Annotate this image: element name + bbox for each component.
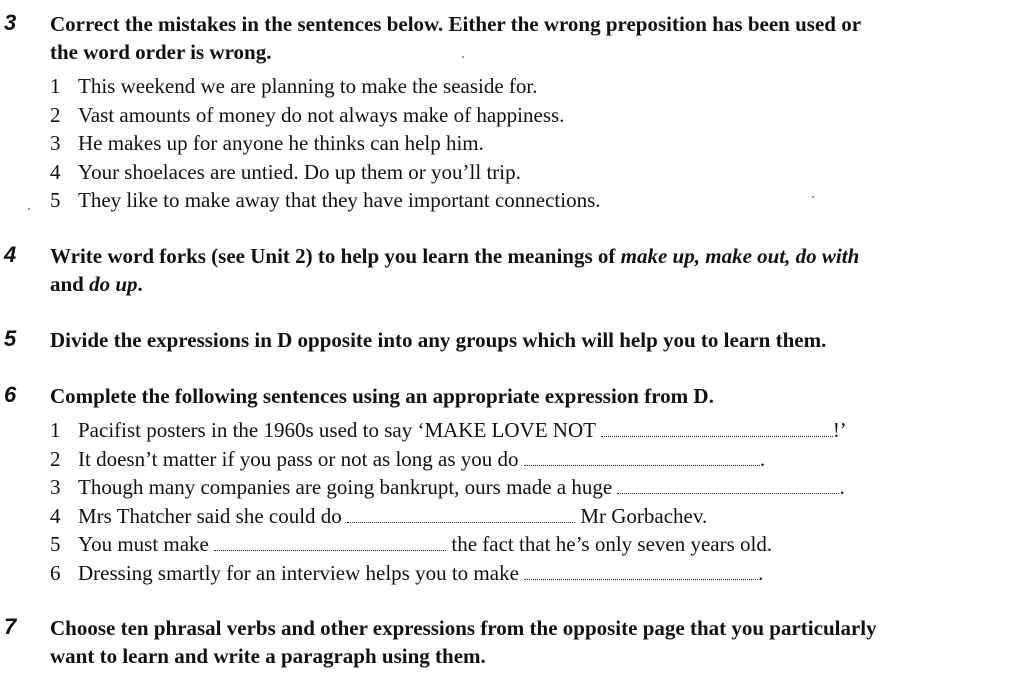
item-text: Your shoelaces are untied. Do up them or you’ll trip. [78, 159, 521, 184]
instruction-italic: make up, make out, do with [620, 244, 860, 268]
item-text: Mr Gorbachev. [580, 503, 708, 528]
list-item [50, 186, 1010, 215]
answer-blank[interactable] [617, 475, 839, 494]
item-text: Though many companies are going bankrupt, ours made a huge [78, 475, 613, 499]
instruction-line: Correct the mistakes in the sentences below. Either the wrong preposition has been used or [50, 12, 862, 36]
answer-blank[interactable] [601, 418, 833, 437]
instruction-line [50, 242, 1000, 270]
list-item [50, 101, 1010, 130]
item-text: Mrs Thatcher said she could do [78, 503, 342, 528]
item-text: You must make [78, 532, 209, 556]
instruction-text: Write word forks (see Unit 2) to help you learn the meanings of [50, 244, 621, 268]
exercise-instruction: Divide the expressions in D opposite into any groups which will help you to learn them. [50, 328, 827, 352]
exercise-number: 3 [4, 10, 17, 35]
item-text: . [759, 446, 766, 471]
item-number: 4 [50, 159, 61, 184]
list-item [50, 158, 1010, 187]
answer-blank[interactable] [347, 504, 575, 523]
item-text: Vast amounts of money do not always make of happiness. [78, 102, 565, 127]
exercise-number: 5 [4, 326, 17, 351]
item-number: 4 [50, 503, 61, 528]
item-text: They like to make away that they have important connections. [78, 188, 601, 212]
item-number: 1 [50, 418, 61, 442]
item-text: . [758, 560, 764, 585]
list-item [50, 72, 1010, 101]
item-number: 2 [50, 446, 61, 471]
instruction-text: . [137, 272, 143, 296]
instruction-line [50, 270, 1000, 298]
exercise-number: 4 [4, 242, 17, 267]
instruction-italic: do up [89, 272, 138, 296]
item-number: 5 [50, 188, 61, 212]
item-number: 3 [50, 131, 61, 155]
list-item [50, 473, 1010, 502]
exercise-number: 6 [4, 382, 17, 407]
instruction-line: Choose ten phrasal verbs and other expressions from the opposite page that you particularly [50, 616, 877, 640]
exercise-number: 7 [4, 614, 17, 639]
scan-speck [812, 196, 814, 198]
item-number: 1 [50, 74, 61, 98]
instruction-text: and [50, 272, 90, 296]
instruction-line: want to learn and write a paragraph using them. [50, 644, 486, 668]
list-item [50, 530, 1010, 559]
item-number: 5 [50, 532, 61, 556]
instruction-line: the word order is wrong. [50, 40, 272, 64]
item-number: 3 [50, 475, 61, 499]
scan-speck [28, 208, 30, 210]
item-text: Pacifist posters in the 1960s used to say ‘MAKE LOVE NOT [78, 418, 596, 442]
list-item [50, 129, 1010, 158]
item-text: the fact that he’s only seven years old. [451, 532, 773, 556]
answer-blank[interactable] [524, 447, 760, 466]
list-item [50, 559, 1010, 588]
sentence-list [50, 72, 1010, 215]
list-item [50, 416, 1010, 445]
exercise-instruction [50, 614, 1000, 670]
item-number: 2 [50, 102, 61, 127]
list-item [50, 445, 1010, 474]
exercise-instruction [50, 10, 1000, 66]
item-text: He makes up for anyone he thinks can help him. [78, 131, 484, 155]
answer-blank[interactable] [524, 561, 758, 580]
item-text: It doesn’t matter if you pass or not as long as you do [78, 446, 519, 471]
sentence-list [50, 416, 1010, 587]
item-text: Dressing smartly for an interview helps you to make [78, 560, 519, 585]
item-text: . [839, 475, 845, 499]
scan-speck [462, 56, 464, 58]
list-item [50, 502, 1010, 531]
exercise-instruction [50, 242, 1000, 298]
item-number: 6 [50, 560, 61, 585]
item-text: This weekend we are planning to make the seaside for. [78, 74, 538, 98]
answer-blank[interactable] [214, 532, 446, 551]
item-text: !’ [832, 418, 847, 442]
exercise-instruction: Complete the following sentences using an appropriate expression from D. [50, 384, 714, 408]
